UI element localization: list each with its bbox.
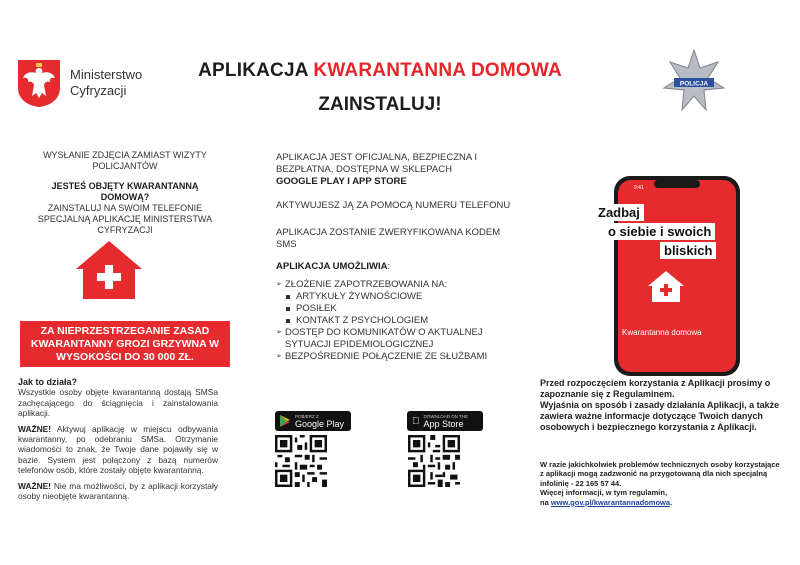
question-text: JESTEŚ OBJĘTY KWARANTANNĄ DOMOWĄ? — [51, 181, 199, 202]
important-text-1: Aktywuj aplikację w miejscu odbywania kwarantanny, po odebraniu SMSa. Otrzymanie wiadomości to znak, że Twoje dane pojawiły się w bazie. System jest połączony z bazą numerów telefonów osób, które zostały objęte kwarantanną. — [18, 423, 218, 476]
quarantine-question — [30, 181, 220, 203]
google-play-qr-code[interactable] — [275, 435, 327, 487]
official-info — [276, 152, 516, 188]
link-suffix: . — [670, 497, 673, 507]
photo-instead-visit: WYSŁANIE ZDJĘCIA ZAMIAST WIZYTY POLICJANTÓW — [43, 150, 207, 171]
how-it-works — [18, 377, 218, 506]
phone-status-time: 9:41 — [634, 185, 644, 191]
eagle-emblem-icon — [16, 58, 62, 108]
verify-info: APLIKACJA ZOSTANIE ZWERYFIKOWANA KODEM SMS — [276, 227, 501, 250]
helpline-text: W razie jakichkolwiek problemów technicznych osoby korzystające z aplikacji mogą zadzwonić na przygotowaną dla nich specjalną infolinię - 22 165 57 44. — [540, 460, 780, 488]
police-star-icon — [660, 48, 728, 114]
phone-caption-2: o siebie i swoich — [604, 223, 715, 240]
important-text-2: Nie ma możliwości, by z aplikacji korzystały osoby nieobjęte kwarantanną. — [18, 480, 218, 502]
ministry-logo — [16, 58, 142, 108]
activate-info: AKTYWUJESZ JĄ ZA POMOCĄ NUMERU TELEFONU — [276, 200, 511, 211]
phone-app-label: Kwarantanna domowa — [622, 328, 702, 337]
house-cross-icon — [74, 239, 144, 301]
fine-warning-banner: ZA NIEPRZESTRZEGANIE ZASAD KWARANTANNY GROZI GRZYWNA W WYSOKOŚCI DO 30 000 ZŁ. — [20, 321, 230, 367]
link-prefix: na — [540, 497, 551, 507]
enables-label: APLIKACJA UMOŻLIWIA — [276, 261, 388, 272]
app-store-label: App Store — [416, 418, 457, 429]
ministry-name-line2: Cyfryzacji — [70, 83, 127, 98]
page-subtitle: ZAINSTALUJ! — [318, 94, 442, 115]
google-play-icon — [280, 415, 291, 427]
regulations-info — [540, 378, 780, 433]
install-instruction: ZAINSTALUJ NA SWOIM TELEFONIE SPECJALNĄ APLIKACJĘ MINISTERSTWA CYFRYZACJI — [37, 203, 213, 235]
feature-item: ➢ DOSTĘP DO KOMUNIKATÓW O AKTUALNEJ SYTUACJI EPIDEMIOLOGICZNEJ — [276, 327, 516, 351]
title-part-1: APLIKACJA — [198, 60, 314, 81]
apple-icon — [412, 416, 420, 427]
regulations-text-1: Przed rozpoczęciem korzystania z Aplikacji prosimy o zapoznanie się z Regulaminem. — [540, 378, 771, 399]
enables-heading — [276, 261, 516, 273]
app-store-qr-code[interactable] — [408, 435, 460, 487]
howto-title: Jak to działa? — [18, 377, 78, 387]
ministry-name-line1: Ministerstwo — [70, 67, 143, 82]
important-label-2: WAŻNE! — [18, 480, 52, 491]
feature-list — [276, 279, 516, 363]
police-label: POLICJA — [679, 80, 709, 88]
google-play-label: Google Play — [295, 418, 345, 429]
enables-colon: : — [387, 261, 391, 272]
phone-mockup — [598, 176, 740, 376]
feature-item: ➢ BEZPOŚREDNIE POŁĄCZENIE ZE SŁUŻBAMI — [276, 351, 516, 363]
more-info-text: Więcej informacji, w tym regulamin, — [540, 488, 668, 498]
google-play-badge[interactable] — [275, 411, 351, 431]
feature-item: ➢ ZŁOŻENIE ZAPOTRZEBOWANIA NA: — [276, 279, 516, 291]
howto-paragraph: Wszystkie osoby objęte kwarantanną dostają SMSa zachęcającego do ściągnięcia i zainstalowania aplikacji. — [18, 387, 218, 419]
gov-website-link[interactable]: www.gov.pl/kwarantannadomowa — [550, 497, 671, 507]
google-play-small: POBIERZ Z — [295, 413, 319, 419]
official-text: APLIKACJA JEST OFICJALNA, BEZPIECZNA I BEZPŁATNA, DOSTĘPNA W SKLEPACH — [276, 152, 477, 175]
helpline-info — [540, 460, 780, 507]
title-part-2: KWARANTANNA DOMOWA — [313, 60, 562, 81]
page-title — [150, 60, 610, 82]
feature-subitem: KONTAKT Z PSYCHOLOGIEM — [276, 315, 516, 327]
feature-subitem: POSIŁEK — [276, 303, 516, 315]
app-store-small: DOWNLOAD ON THE — [416, 413, 461, 419]
stores-text: GOOGLE PLAY I APP STORE — [276, 176, 407, 187]
phone-caption-3: bliskich — [660, 242, 716, 259]
phone-caption-1: Zadbaj — [594, 204, 644, 221]
app-store-badge[interactable] — [407, 411, 483, 431]
police-logo — [660, 48, 728, 114]
important-label-1: WAŻNE! — [18, 423, 52, 434]
regulations-text-2: Wyjaśnia on sposób i zasady działania Aplikacji, a także zawiera ważne informacje dotyczące Twoich danych osobowych i bezpiecznego korzystania z Aplikacji. — [540, 400, 780, 432]
feature-subitem: ARTYKUŁY ŻYWNOŚCIOWE — [276, 291, 516, 303]
